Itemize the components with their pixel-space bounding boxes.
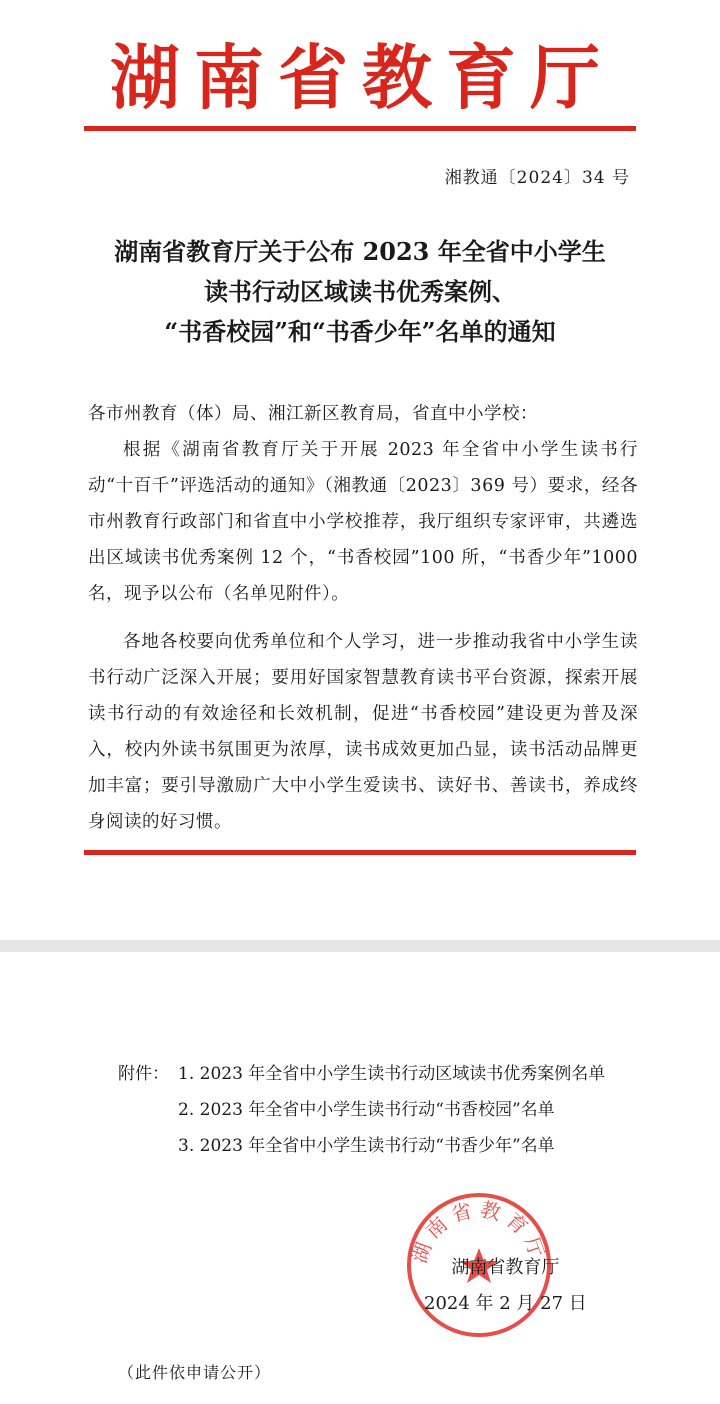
page-divider	[0, 940, 720, 952]
attachment-item-3: 3. 2023 年全省中小学生读书行动“书香少年”名单	[178, 1136, 555, 1156]
seal-text: 湖南省教育厅	[406, 1196, 552, 1267]
salutation: 各市州教育（体）局、湘江新区教育局，省直中小学校：	[88, 404, 538, 424]
attachment-item-2: 2. 2023 年全省中小学生读书行动“书香校园”名单	[178, 1100, 555, 1120]
document-title	[60, 232, 660, 352]
attachments-label: 附件：	[118, 1064, 169, 1084]
body-paragraph-2: 各地各校要向优秀单位和个人学习，进一步推动我省中小学生读书行动广泛深入开展；要用好国家智慧教育读书平台资源，探索开展读书行动的有效途径和长效机制，促进“书香校园”建设更为普及深入，校内外读书氛围更为浓厚，读书成效更加凸显，读书活动品牌更加丰富；要引导激励广大中小学生爱读书、读好书、善读书，养成终身阅读的好习惯。	[88, 632, 638, 832]
body-paragraph-1: 根据《湖南省教育厅关于开展 2023 年全省中小学生读书行动“十百千”评选活动的通知》（湘教通〔2023〕369 号）要求，经各市州教育行政部门和省直中小学校推荐，我厅组织专家评审，共遴选出区域读书优秀案例 12 个，“书香校园”100 所，“书香少年”1000 名，现予以公布（名单见附件）。	[88, 440, 638, 604]
signature-date: 2024 年 2 月 27 日	[424, 1293, 587, 1314]
title-line-3: “书香校园”和“书香少年”名单的通知	[164, 317, 556, 346]
masthead-title: 湖南省教育厅	[110, 36, 614, 119]
document-number: 湘教通〔2024〕34 号	[444, 168, 630, 188]
title-line-2: 读书行动区域读书优秀案例、	[204, 277, 516, 306]
attachment-item-1: 1. 2023 年全省中小学生读书行动区域读书优秀案例名单	[178, 1064, 606, 1084]
red-footer-rule	[84, 850, 636, 855]
disclosure-note: （此件依申请公开）	[118, 1363, 272, 1382]
attachments-list	[118, 1056, 605, 1164]
title-line-1: 湖南省教育厅关于公布 2023 年全省中小学生	[114, 237, 606, 266]
red-header-rule	[84, 126, 636, 131]
signature-block	[424, 1250, 587, 1322]
document-page-2	[0, 952, 720, 1404]
signature-agency: 湖南省教育厅	[451, 1257, 560, 1278]
document-body	[88, 396, 638, 840]
